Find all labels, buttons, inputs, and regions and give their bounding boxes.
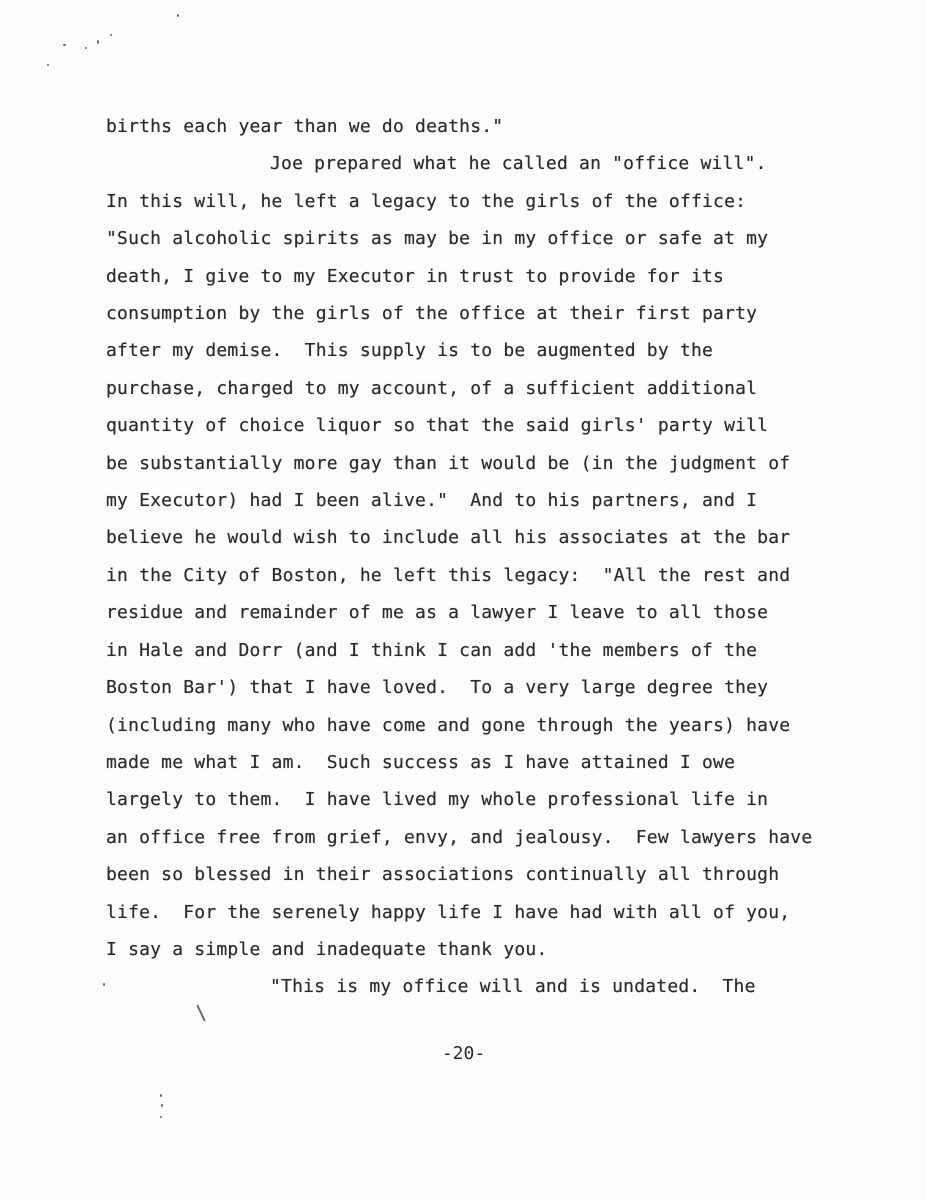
text-line: In this will, he left a legacy to the girls of the office: [106,190,747,212]
scan-speck [47,64,49,66]
text-line: Boston Bar') that I have loved. To a very large degree they [106,677,769,699]
text-line: "Such alcoholic spirits as may be in my office or safe at my [106,228,769,250]
text-line: in the City of Boston, he left this legacy: "All the rest and [106,564,791,586]
text-line: purchase, charged to my account, of a sufficient additional [106,377,758,399]
scan-speck [103,983,105,986]
text-line: consumption by the girls of the office at their first party [106,303,758,325]
text-line: "This is my office will and is undated. The [270,976,756,998]
text-line: (including many who have come and gone through the years) have [106,714,791,736]
body-text [106,108,826,1006]
text-line: believe he would wish to include all his associates at the bar [106,527,791,549]
scan-speck [110,34,112,36]
scan-speck [85,47,87,49]
page-number: -20- [441,1043,486,1064]
text-line: my Executor) had I been alive." And to his partners, and I [106,490,758,512]
scan-speck [160,1116,162,1118]
scan-speck [63,44,66,46]
text-line: births each year than we do deaths." [106,116,504,137]
scan-speck [177,14,179,17]
scan-speck [196,1004,205,1021]
text-line: life. For the serenely happy life I have had with all of you, [106,901,791,923]
text-line: after my demise. This supply is to be augmented by the [106,340,714,362]
text-line: residue and remainder of me as a lawyer I leave to all those [106,602,769,624]
text-line: made me what I am. Such success as I have attained I owe [106,751,736,773]
text-line: quantity of choice liquor so that the said girls' party will [106,415,769,437]
text-line: I say a simple and inadequate thank you. [106,938,548,960]
text-line: Joe prepared what he called an "office will". [270,153,767,175]
scan-speck [161,1104,163,1107]
text-line: in Hale and Dorr (and I think I can add 'the members of the [106,639,758,661]
text-line: be substantially more gay than it would be (in the judgment of [106,452,791,474]
scan-speck [160,1094,162,1097]
text-line: largely to them. I have lived my whole professional life in [106,789,769,811]
text-line: an office free from grief, envy, and jealousy. Few lawyers have [106,826,813,848]
scan-speck [97,40,99,44]
text-line: death, I give to my Executor in trust to provide for its [106,265,725,287]
text-line: been so blessed in their associations continually all through [106,864,780,886]
